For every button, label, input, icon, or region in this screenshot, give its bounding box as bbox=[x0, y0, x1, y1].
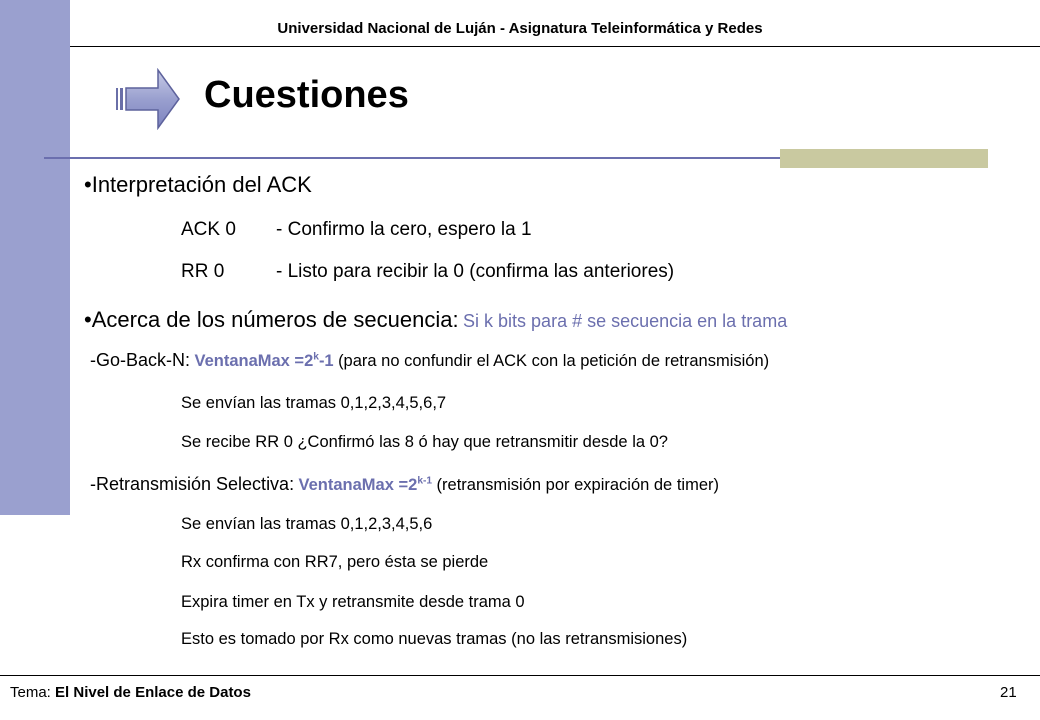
sr-step: Se envían las tramas 0,1,2,3,4,5,6 bbox=[181, 515, 433, 533]
left-decorative-bar bbox=[0, 0, 70, 515]
footer-topic bbox=[10, 684, 251, 701]
footer-topic-label: Tema: bbox=[10, 684, 51, 701]
header-title: Universidad Nacional de Luján - Asignatura Teleinformática y Redes bbox=[277, 20, 763, 37]
gbn-label: -Go-Back-N: bbox=[90, 350, 191, 370]
right-arrow-icon bbox=[116, 68, 180, 130]
sr-formula-base: VentanaMax =2 bbox=[298, 476, 418, 494]
seq-heading-line bbox=[84, 307, 787, 333]
gbn-line bbox=[90, 350, 769, 371]
gbn-step: Se recibe RR 0 ¿Confirmó las 8 ó hay que retransmitir desde la 0? bbox=[181, 433, 668, 451]
sr-label: -Retransmisión Selectiva: bbox=[90, 474, 295, 494]
gbn-formula-exp: k bbox=[313, 351, 319, 363]
gbn-formula-tail: -1 bbox=[318, 352, 334, 370]
title-accent-block bbox=[780, 149, 988, 168]
page-number: 21 bbox=[1000, 684, 1017, 701]
gbn-formula-base: VentanaMax =2 bbox=[194, 352, 314, 370]
sr-step: Rx confirma con RR7, pero ésta se pierde bbox=[181, 553, 489, 571]
ack-row-code: RR 0 bbox=[181, 261, 225, 282]
sr-step: Esto es tomado por Rx como nuevas tramas (no las retransmisiones) bbox=[181, 630, 688, 648]
header-divider bbox=[70, 46, 1040, 47]
ack-row-code: ACK 0 bbox=[181, 219, 236, 240]
sr-step: Expira timer en Tx y retransmite desde trama 0 bbox=[181, 593, 525, 611]
gbn-step: Se envían las tramas 0,1,2,3,4,5,6,7 bbox=[181, 394, 447, 412]
ack-heading: •Interpretación del ACK bbox=[84, 172, 312, 197]
ack-row-desc: - Listo para recibir la 0 (confirma las anteriores) bbox=[276, 261, 675, 282]
seq-heading: •Acerca de los números de secuencia: bbox=[84, 307, 459, 332]
sr-note: (retransmisión por expiración de timer) bbox=[436, 476, 719, 494]
sr-line bbox=[90, 474, 719, 495]
ack-row-desc: - Confirmo la cero, espero la 1 bbox=[276, 219, 532, 240]
gbn-formula bbox=[194, 352, 333, 370]
sr-formula-exp: k-1 bbox=[417, 475, 433, 487]
footer-topic-name: El Nivel de Enlace de Datos bbox=[55, 684, 251, 701]
slide-title: Cuestiones bbox=[204, 74, 409, 116]
footer-divider bbox=[0, 675, 1040, 676]
seq-note: Si k bits para # se secuencia en la trama bbox=[463, 311, 788, 331]
sr-formula bbox=[299, 476, 433, 494]
gbn-note: (para no confundir el ACK con la petición de retransmisión) bbox=[338, 352, 770, 370]
